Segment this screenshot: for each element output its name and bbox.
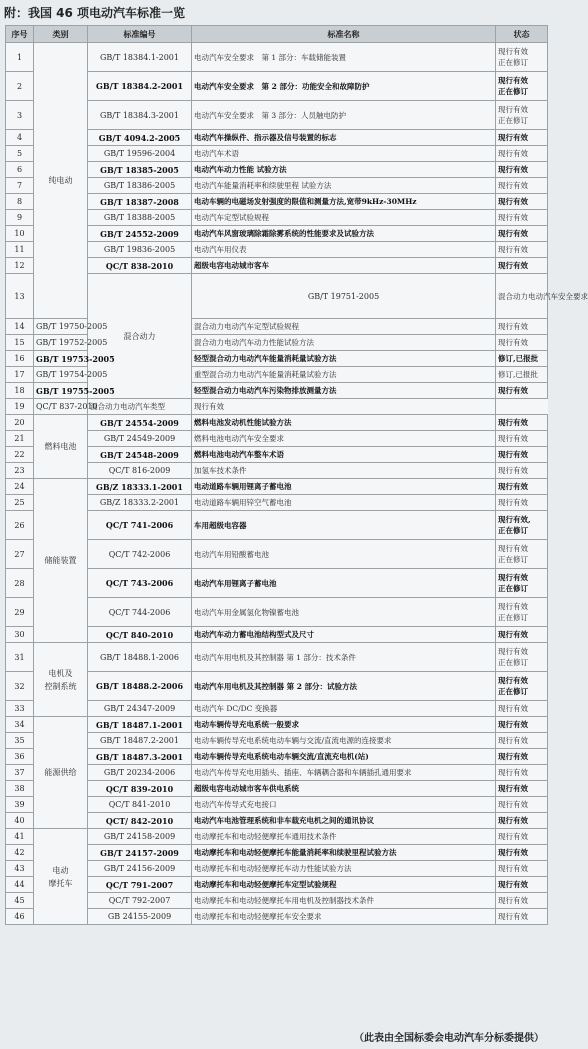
standard-status: 现行有效 <box>192 399 496 415</box>
standard-status: 现行有效 <box>496 335 548 351</box>
standard-name: 混合动力电动汽车定型试验规程 <box>192 319 496 335</box>
standard-name: 电动道路车辆用锌空气蓄电池 <box>192 495 496 511</box>
table-row <box>6 672 548 701</box>
standard-code: GB/T 24347-2009 <box>88 701 192 717</box>
standard-name: 电动车辆传导充电系统电动车辆交流/直流充电机(站) <box>192 749 496 765</box>
page-title: 附：我国 46 项电动汽车标准一览 <box>4 6 186 20</box>
standard-status: 现行有效 正在修订 <box>496 643 548 672</box>
standard-code: GB/T 18384.1-2001 <box>88 43 192 72</box>
category-cell: 储能装置 <box>34 479 88 643</box>
standard-code: GB/Z 18333.1-2001 <box>88 479 192 495</box>
standard-name: 重型混合动力电动汽车能量消耗量试验方法 <box>192 367 496 383</box>
standard-name: 电动汽车能量消耗率和续驶里程 试验方法 <box>192 178 496 194</box>
standard-code: GB/T 24156-2009 <box>88 861 192 877</box>
row-number: 16 <box>6 351 34 367</box>
row-number: 30 <box>6 627 34 643</box>
table-row <box>6 765 548 781</box>
standard-status: 修订,已报批 <box>496 351 548 367</box>
standard-name: 电动摩托车和电动轻便摩托车动力性能试验方法 <box>192 861 496 877</box>
standard-code: GB/T 18386-2005 <box>88 178 192 194</box>
standard-status: 现行有效 <box>496 194 548 210</box>
standard-name: 电动道路车辆用锂离子蓄电池 <box>192 479 496 495</box>
standard-status: 现行有效, 正在修订 <box>496 511 548 540</box>
row-number: 24 <box>6 479 34 495</box>
header-status: 状态 <box>496 26 548 43</box>
row-number: 17 <box>6 367 34 383</box>
table-header-row <box>6 26 548 43</box>
standard-code: QC/T 839-2010 <box>88 781 192 797</box>
standard-status: 现行有效 正在修订 <box>496 72 548 101</box>
standard-status: 现行有效 <box>496 130 548 146</box>
standard-status: 现行有效 <box>496 749 548 765</box>
row-number: 29 <box>6 598 34 627</box>
standard-status: 现行有效 <box>496 909 548 925</box>
standard-status: 现行有效 <box>496 146 548 162</box>
row-number: 42 <box>6 845 34 861</box>
standard-name: 电动汽车风窗玻璃除霜除雾系统的性能要求及试验方法 <box>192 226 496 242</box>
table-row <box>6 627 548 643</box>
row-number: 33 <box>6 701 34 717</box>
row-number: 40 <box>6 813 34 829</box>
standard-status: 现行有效 正在修订 <box>496 569 548 598</box>
table-row <box>6 431 548 447</box>
row-number: 25 <box>6 495 34 511</box>
standard-status: 现行有效 <box>496 781 548 797</box>
standard-name: 电动车辆传导充电系统电动车辆与交流/直流电源的连接要求 <box>192 733 496 749</box>
category-cell: 能源供给 <box>34 717 88 829</box>
standard-name: 电动汽车安全要求 第 3 部分：人员触电防护 <box>192 101 496 130</box>
table-row <box>6 178 548 194</box>
standard-name: 混合动力电动汽车安全要求 <box>496 274 548 319</box>
table-row <box>6 813 548 829</box>
standard-name: 超级电容电动城市客车 <box>192 258 496 274</box>
standard-code: GB/T 19750-2005 <box>34 319 88 335</box>
row-number: 20 <box>6 415 34 431</box>
standard-code: GB/T 18385-2005 <box>88 162 192 178</box>
standard-name: 电动摩托车和电动轻便摩托车能量消耗率和续驶里程试验方法 <box>192 845 496 861</box>
standard-name: 电动汽车定型试验规程 <box>192 210 496 226</box>
header-code: 标准编号 <box>88 26 192 43</box>
standard-name: 燃料电池电动汽车整车术语 <box>192 447 496 463</box>
standard-status: 现行有效 <box>496 861 548 877</box>
standard-status: 现行有效 <box>496 415 548 431</box>
table-row <box>6 569 548 598</box>
standard-name: 电动汽车术语 <box>192 146 496 162</box>
standard-name: 电动车辆传导充电系统一般要求 <box>192 717 496 733</box>
table-row <box>6 781 548 797</box>
standard-code: GB/T 19753-2005 <box>34 351 88 367</box>
row-number: 21 <box>6 431 34 447</box>
standard-status: 现行有效 <box>496 845 548 861</box>
standard-status: 现行有效 <box>496 877 548 893</box>
standard-name: 燃料电池电动汽车安全要求 <box>192 431 496 447</box>
table-row <box>6 258 548 274</box>
row-number: 41 <box>6 829 34 845</box>
row-number: 45 <box>6 893 34 909</box>
standard-code: QC/T 838-2010 <box>88 258 192 274</box>
standard-status: 现行有效 正在修订 <box>496 43 548 72</box>
table-row <box>6 72 548 101</box>
row-number: 23 <box>6 463 34 479</box>
table-row <box>6 351 548 367</box>
standard-name: 电动摩托车和电动轻便摩托车通用技术条件 <box>192 829 496 845</box>
table-row <box>6 146 548 162</box>
standard-name: 电动汽车动力蓄电池结构型式及尺寸 <box>192 627 496 643</box>
standard-status: 现行有效 <box>496 447 548 463</box>
standard-status: 现行有效 <box>496 258 548 274</box>
table-row <box>6 383 548 399</box>
standard-name: 电动汽车操纵件、指示器及信号装置的标志 <box>192 130 496 146</box>
table-row <box>6 511 548 540</box>
standard-name: 电动汽车安全要求 第 1 部分：车载储能装置 <box>192 43 496 72</box>
standard-code: GB/T 18387-2008 <box>88 194 192 210</box>
table-row <box>6 643 548 672</box>
standard-status: 现行有效 <box>496 319 548 335</box>
category-cell: 电动 摩托车 <box>34 829 88 925</box>
standard-name: 电动车辆的电磁场发射强度的限值和测量方法,宽带9kHz-30MHz <box>192 194 496 210</box>
table-row <box>6 101 548 130</box>
standard-status: 现行有效 <box>496 701 548 717</box>
standard-code: GB/T 24548-2009 <box>88 447 192 463</box>
standard-status: 现行有效 <box>496 813 548 829</box>
standard-name: 轻型混合动力电动汽车能量消耗量试验方法 <box>192 351 496 367</box>
standard-code: GB/T 18487.1-2001 <box>88 717 192 733</box>
standard-status: 现行有效 <box>496 226 548 242</box>
standard-status: 现行有效 正在修订 <box>496 101 548 130</box>
table-body <box>6 43 588 925</box>
standard-code: QC/T 792-2007 <box>88 893 192 909</box>
row-number: 6 <box>6 162 34 178</box>
standard-status: 现行有效 <box>496 829 548 845</box>
table-row <box>6 335 548 351</box>
row-number: 46 <box>6 909 34 925</box>
standard-name: 超级电容电动城市客车供电系统 <box>192 781 496 797</box>
standard-code: GB 24155-2009 <box>88 909 192 925</box>
table-row <box>6 717 548 733</box>
table-row <box>6 479 548 495</box>
table-row <box>6 829 548 845</box>
standard-status: 现行有效 <box>496 178 548 194</box>
table-row <box>6 210 548 226</box>
table-row <box>6 845 548 861</box>
standard-status: 现行有效 <box>496 717 548 733</box>
standard-status: 现行有效 <box>496 463 548 479</box>
row-number: 14 <box>6 319 34 335</box>
table-row <box>6 399 548 415</box>
standard-name: 电动摩托车和电动轻便摩托车定型试验规程 <box>192 877 496 893</box>
standard-code: GB/T 18388-2005 <box>88 210 192 226</box>
standard-code: QC/T 743-2006 <box>88 569 192 598</box>
standard-code: QC/T 791-2007 <box>88 877 192 893</box>
standard-code: GB/T 18488.2-2006 <box>88 672 192 701</box>
standard-code: GB/T 19752-2005 <box>34 335 88 351</box>
standard-code: GB/T 24554-2009 <box>88 415 192 431</box>
standard-name: 电动汽车用仪表 <box>192 242 496 258</box>
standard-status: 现行有效 正在修订 <box>496 540 548 569</box>
row-number: 11 <box>6 242 34 258</box>
standard-name: 电动汽车动力性能 试验方法 <box>192 162 496 178</box>
table-row <box>6 162 548 178</box>
row-number: 8 <box>6 194 34 210</box>
standard-code: GB/T 19754-2005 <box>34 367 88 383</box>
row-number: 43 <box>6 861 34 877</box>
row-number: 37 <box>6 765 34 781</box>
table-row <box>6 797 548 813</box>
standard-name: 电动汽车用铅酸蓄电池 <box>192 540 496 569</box>
table-row <box>6 877 548 893</box>
table-row <box>6 367 548 383</box>
table-row <box>6 701 548 717</box>
header-no: 序号 <box>6 26 34 43</box>
table-row <box>6 447 548 463</box>
row-number: 5 <box>6 146 34 162</box>
standard-status: 现行有效 <box>496 431 548 447</box>
table-row <box>6 319 548 335</box>
standard-name: 电动汽车安全要求 第 2 部分：功能安全和故障防护 <box>192 72 496 101</box>
standard-status: 现行有效 <box>496 162 548 178</box>
standard-status: 现行有效 <box>496 797 548 813</box>
standard-name: 电动摩托车和电动轻便摩托车用电机及控制器技术条件 <box>192 893 496 909</box>
standard-name: 电动汽车用电机及其控制器 第 2 部分：试验方法 <box>192 672 496 701</box>
standard-name: 电动汽车 DC/DC 变换器 <box>192 701 496 717</box>
table-row <box>6 415 548 431</box>
row-number: 19 <box>6 399 34 415</box>
source-note: （此表由全国标委会电动汽车分标委提供） <box>354 1033 544 1044</box>
row-number: 32 <box>6 672 34 701</box>
table-row <box>6 909 548 925</box>
row-number: 18 <box>6 383 34 399</box>
standard-name: 混合动力电动汽车类型 <box>88 399 192 415</box>
row-number: 31 <box>6 643 34 672</box>
standard-name: 电动汽车用金属氢化物镍蓄电池 <box>192 598 496 627</box>
category-cell: 燃料电池 <box>34 415 88 479</box>
row-number: 35 <box>6 733 34 749</box>
standard-code: GB/T 19751-2005 <box>192 274 496 319</box>
row-number: 9 <box>6 210 34 226</box>
standard-status: 现行有效 <box>496 733 548 749</box>
standard-code: GB/T 18384.3-2001 <box>88 101 192 130</box>
row-number: 2 <box>6 72 34 101</box>
standard-name: 电动汽车传导充电用插头、插座、车辆耦合器和车辆插孔通用要求 <box>192 765 496 781</box>
standard-code: GB/T 4094.2-2005 <box>88 130 192 146</box>
standard-code: QC/T 840-2010 <box>88 627 192 643</box>
standard-status: 现行有效 <box>496 383 548 399</box>
table-row <box>6 43 548 72</box>
row-number: 39 <box>6 797 34 813</box>
standards-table <box>5 25 588 925</box>
row-number: 3 <box>6 101 34 130</box>
standard-name: 电动汽车电池管理系统和非车载充电机之间的通讯协议 <box>192 813 496 829</box>
standard-status: 现行有效 正在修订 <box>496 598 548 627</box>
standard-name: 混合动力电动汽车动力性能试验方法 <box>192 335 496 351</box>
table-row <box>6 733 548 749</box>
row-number: 38 <box>6 781 34 797</box>
table-row <box>6 540 548 569</box>
standard-name: 电动汽车传导式充电接口 <box>192 797 496 813</box>
standard-code: GB/T 19596-2004 <box>88 146 192 162</box>
standard-name: 电动摩托车和电动轻便摩托车安全要求 <box>192 909 496 925</box>
standard-name: 轻型混合动力电动汽车污染物排放测量方法 <box>192 383 496 399</box>
category-cell: 混合动力 <box>88 274 192 399</box>
standard-code: GB/T 24157-2009 <box>88 845 192 861</box>
row-number: 44 <box>6 877 34 893</box>
standard-code: QC/T 742-2006 <box>88 540 192 569</box>
header-name: 标准名称 <box>192 26 496 43</box>
standard-code: QC/T 837-2010 <box>34 399 88 415</box>
standard-status: 现行有效 <box>496 627 548 643</box>
row-number: 4 <box>6 130 34 146</box>
row-number: 34 <box>6 717 34 733</box>
standard-code: GB/Z 18333.2-2001 <box>88 495 192 511</box>
standard-code: GB/T 24158-2009 <box>88 829 192 845</box>
row-number: 1 <box>6 43 34 72</box>
standard-code: GB/T 18488.1-2006 <box>88 643 192 672</box>
table-row <box>6 242 548 258</box>
standard-status: 现行有效 <box>496 479 548 495</box>
standard-status: 现行有效 <box>496 242 548 258</box>
standard-code: GB/T 24549-2009 <box>88 431 192 447</box>
row-number: 7 <box>6 178 34 194</box>
standard-code: QC/T 744-2006 <box>88 598 192 627</box>
row-number: 10 <box>6 226 34 242</box>
row-number: 12 <box>6 258 34 274</box>
row-number: 15 <box>6 335 34 351</box>
standard-code: GB/T 20234-2006 <box>88 765 192 781</box>
row-number: 36 <box>6 749 34 765</box>
table-row <box>6 194 548 210</box>
row-number: 28 <box>6 569 34 598</box>
table-row <box>6 749 548 765</box>
standard-name: 燃料电池发动机性能试验方法 <box>192 415 496 431</box>
table-row <box>6 861 548 877</box>
standard-name: 加氢车技术条件 <box>192 463 496 479</box>
header-category: 类别 <box>34 26 88 43</box>
standard-name: 电动汽车用锂离子蓄电池 <box>192 569 496 598</box>
row-number: 22 <box>6 447 34 463</box>
table-row <box>6 893 548 909</box>
category-cell: 纯电动 <box>34 43 88 319</box>
standard-status: 修订,已报批 <box>496 367 548 383</box>
row-number: 13 <box>6 274 34 319</box>
table-row <box>6 274 548 319</box>
table-row <box>6 495 548 511</box>
row-number: 26 <box>6 511 34 540</box>
standard-code: GB/T 18384.2-2001 <box>88 72 192 101</box>
standard-code: GB/T 18487.3-2001 <box>88 749 192 765</box>
table-row <box>6 463 548 479</box>
standard-status: 现行有效 <box>496 893 548 909</box>
table-row <box>6 226 548 242</box>
standard-code: QC/T 741-2006 <box>88 511 192 540</box>
standard-code: QC/T 816-2009 <box>88 463 192 479</box>
standard-code: GB/T 18487.2-2001 <box>88 733 192 749</box>
standard-code: QCT/ 842-2010 <box>88 813 192 829</box>
standard-code: QC/T 841-2010 <box>88 797 192 813</box>
standard-status: 现行有效 <box>496 495 548 511</box>
standard-code: GB/T 24552-2009 <box>88 226 192 242</box>
row-number: 27 <box>6 540 34 569</box>
standard-code: GB/T 19755-2005 <box>34 383 88 399</box>
table-row <box>6 130 548 146</box>
standard-name: 电动汽车用电机及其控制器 第 1 部分：技术条件 <box>192 643 496 672</box>
standard-status: 现行有效 <box>496 765 548 781</box>
standard-status: 现行有效 正在修订 <box>496 672 548 701</box>
standard-status: 现行有效 <box>496 210 548 226</box>
standard-name: 车用超级电容器 <box>192 511 496 540</box>
standard-code: GB/T 19836-2005 <box>88 242 192 258</box>
table-row <box>6 598 548 627</box>
category-cell: 电机及 控制系统 <box>34 643 88 717</box>
